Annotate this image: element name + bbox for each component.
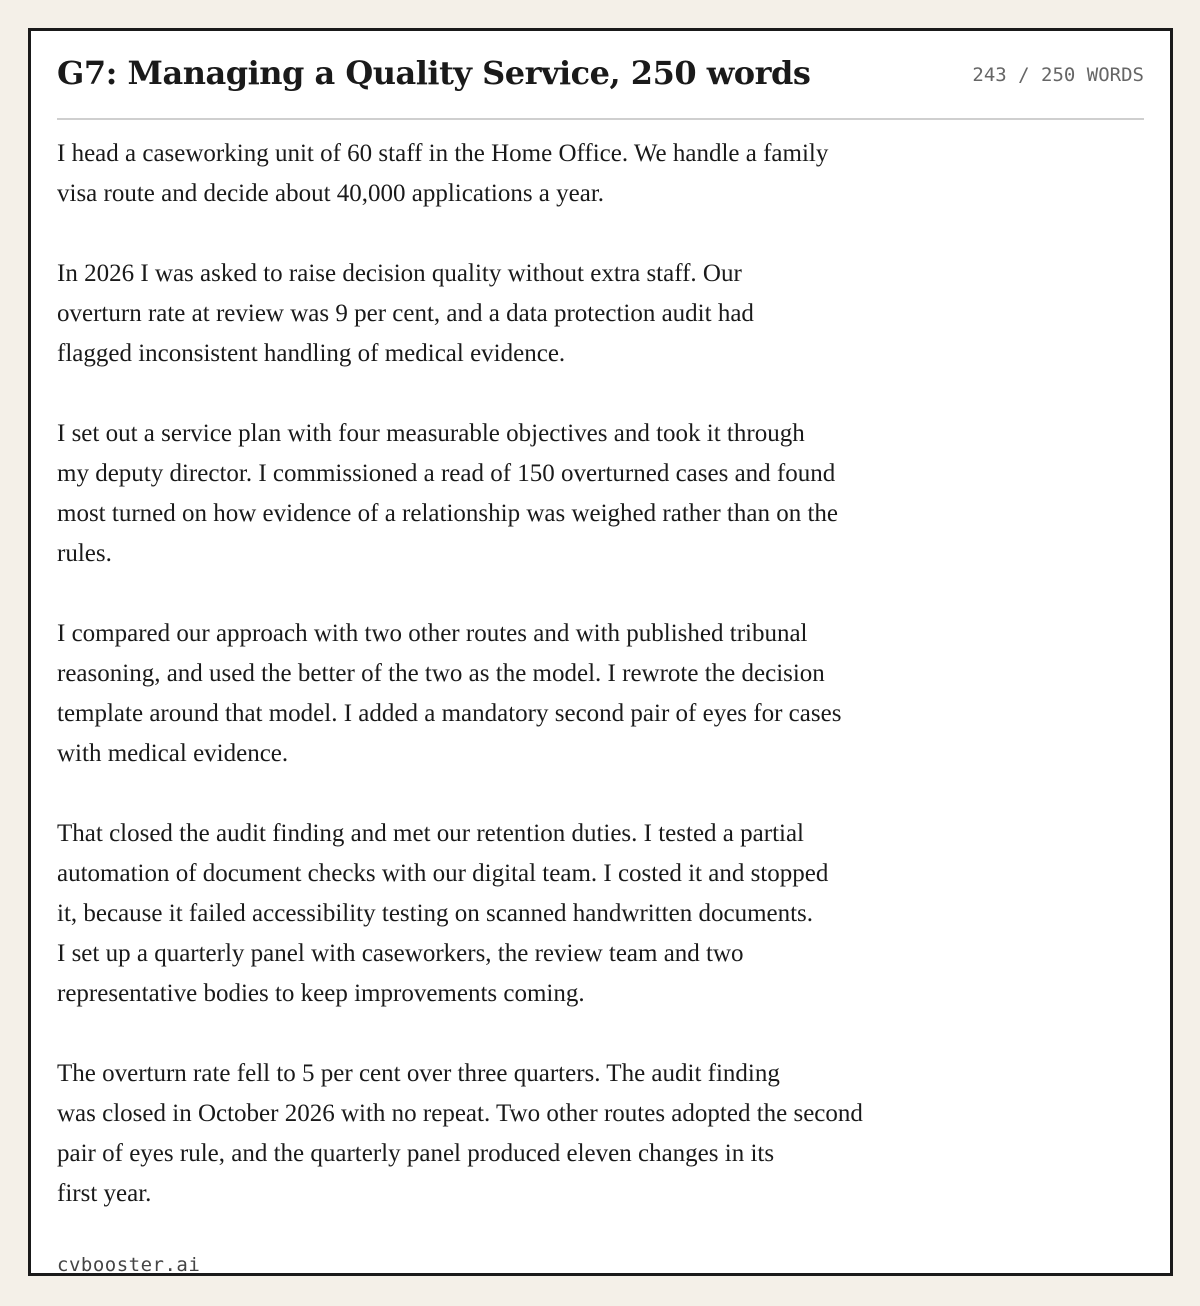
paragraph-5	[57, 814, 1057, 1014]
statement-body	[57, 134, 1057, 1254]
paragraph-2	[57, 254, 1057, 374]
statement-card	[28, 28, 1173, 1276]
paragraph-line: That closed the audit finding and met our retention duties. I tested a partial	[57, 820, 804, 847]
word-count-badge: 243 / 250 WORDS	[972, 64, 1144, 86]
paragraph-line: automation of document checks with our digital team. I costed it and stopped	[57, 860, 829, 887]
paragraph-line: I compared our approach with two other routes and with published tribunal	[57, 620, 808, 647]
paragraph-line: most turned on how evidence of a relationship was weighed rather than on the	[57, 500, 839, 527]
paragraph-line: pair of eyes rule, and the quarterly panel produced eleven changes in its	[57, 1140, 775, 1167]
paragraph-line: I head a caseworking unit of 60 staff in the Home Office. We handle a family	[57, 140, 829, 167]
paragraph-line: template around that model. I added a mandatory second pair of eyes for cases	[57, 700, 842, 727]
card-header	[57, 31, 1144, 120]
paragraph-line: overturn rate at review was 9 per cent, and a data protection audit had	[57, 300, 754, 327]
paragraph-3	[57, 414, 1057, 574]
paragraph-line: flagged inconsistent handling of medical evidence.	[57, 340, 566, 367]
paragraph-line: The overturn rate fell to 5 per cent over three quarters. The audit finding	[57, 1060, 780, 1087]
page-title: G7: Managing a Quality Service, 250 words	[57, 54, 811, 92]
paragraph-line: I set out a service plan with four measurable objectives and took it through	[57, 420, 805, 447]
paragraph-1	[57, 134, 1057, 214]
paragraph-line: with medical evidence.	[57, 740, 289, 767]
paragraph-line: representative bodies to keep improvements coming.	[57, 980, 585, 1007]
paragraph-line: it, because it failed accessibility testing on scanned handwritten documents.	[57, 900, 814, 927]
paragraph-line: was closed in October 2026 with no repeat. Two other routes adopted the second	[57, 1100, 863, 1127]
paragraph-4	[57, 614, 1057, 774]
paragraph-line: my deputy director. I commissioned a read of 150 overturned cases and found	[57, 460, 836, 487]
paragraph-6	[57, 1054, 1057, 1214]
paragraph-line: rules.	[57, 540, 112, 567]
paragraph-line: In 2026 I was asked to raise decision quality without extra staff. Our	[57, 260, 742, 287]
paragraph-line: first year.	[57, 1180, 152, 1207]
paragraph-line: I set up a quarterly panel with caseworkers, the review team and two	[57, 940, 744, 967]
brand-footer: cvbooster.ai	[57, 1254, 201, 1276]
paragraph-line: visa route and decide about 40,000 applications a year.	[57, 180, 605, 207]
paragraph-line: reasoning, and used the better of the two as the model. I rewrote the decision	[57, 660, 825, 687]
